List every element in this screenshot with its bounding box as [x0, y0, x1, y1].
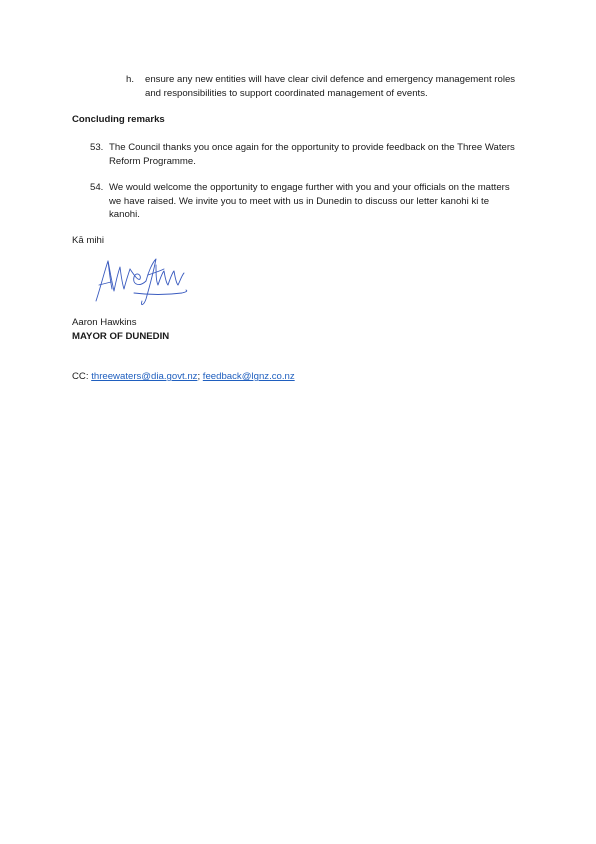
- cc-label: CC:: [72, 371, 92, 382]
- list-marker: h.: [126, 74, 135, 85]
- signatory-name: Aaron Hawkins: [72, 317, 137, 328]
- handwritten-signature: [90, 255, 190, 311]
- paragraph-text: We would welcome the opportunity to engage further with you and your officials on the matters we have raised. We invite you to meet with us in Dunedin to discuss our letter kanohi ki te kanohi.: [109, 182, 510, 221]
- cc-separator: ;: [197, 371, 203, 382]
- closing-salutation: Kā mihi: [72, 235, 104, 246]
- email-link-feedback[interactable]: feedback@lgnz.co.nz: [202, 371, 295, 382]
- paragraph-number: 54.: [90, 182, 104, 193]
- paragraph-text: The Council thanks you once again for the opportunity to provide feedback on the Three Waters Reform Programme.: [109, 142, 515, 167]
- section-heading: Concluding remarks: [72, 114, 165, 125]
- signatory-title: MAYOR OF DUNEDIN: [72, 331, 170, 342]
- email-link-threewaters[interactable]: threewaters@dia.govt.nz: [91, 371, 198, 382]
- list-item-text: ensure any new entities will have clear civil defence and emergency management roles and responsibilities to support coordinated management of events.: [145, 74, 516, 99]
- cc-line: [72, 370, 295, 384]
- paragraph-number: 53.: [90, 142, 104, 153]
